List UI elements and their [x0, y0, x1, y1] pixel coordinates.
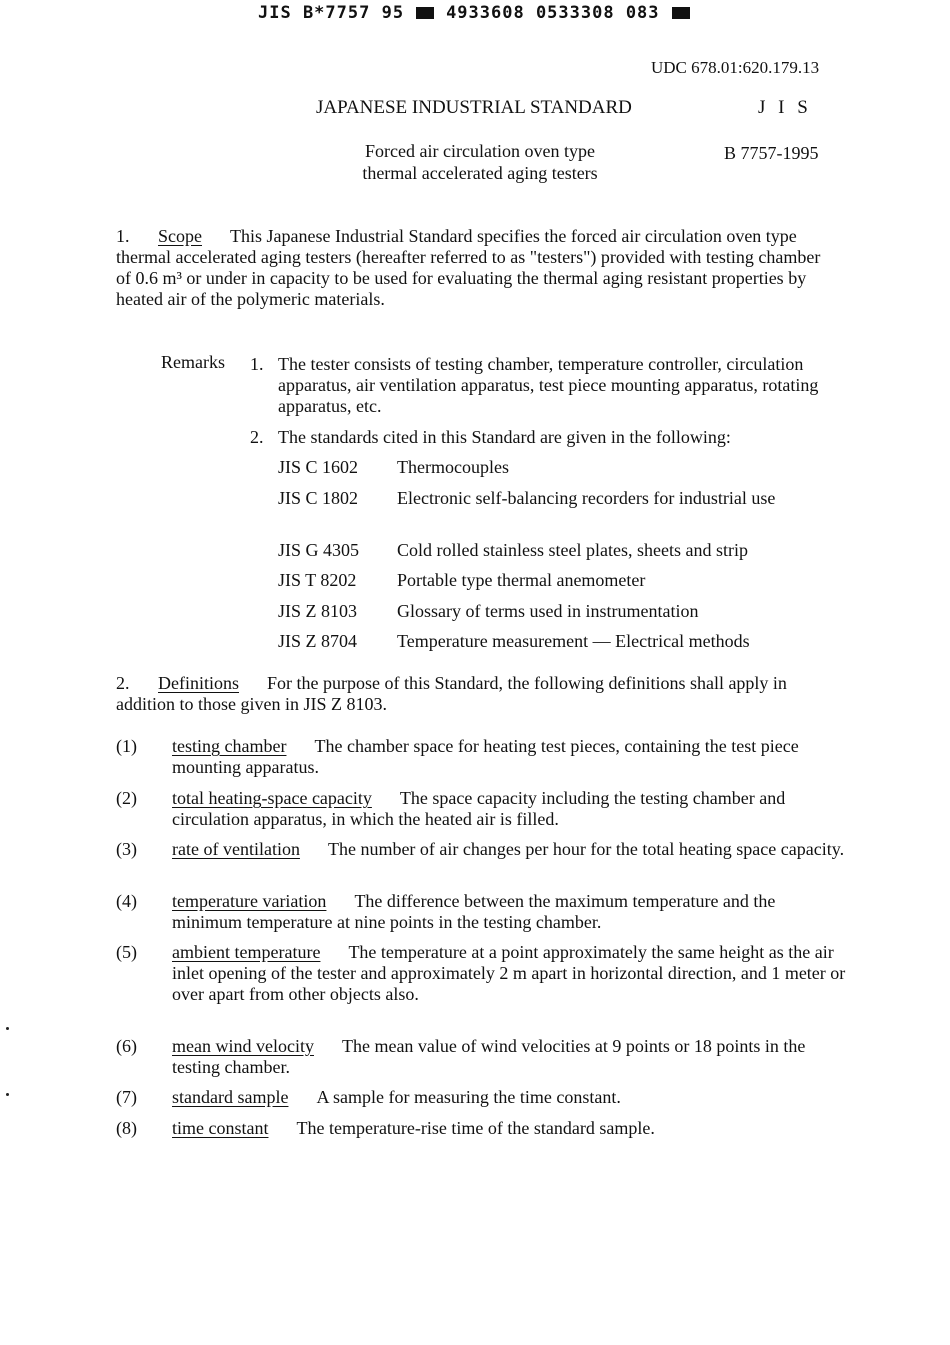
reference-row: [278, 457, 848, 478]
reference-title: Thermocouples: [397, 457, 509, 477]
reference-title: Glossary of terms used in instrumentation: [397, 601, 699, 621]
definition-item: [116, 1036, 846, 1078]
barcode-header: [258, 3, 690, 23]
reference-code: JIS C 1802: [278, 488, 359, 508]
definition-number: (3): [116, 839, 137, 859]
definition-term: mean wind velocity: [172, 1036, 314, 1056]
reference-row: [278, 540, 848, 561]
definition-term: temperature variation: [172, 891, 327, 911]
remark-item: [250, 427, 850, 448]
section-number: 1.: [116, 226, 130, 246]
definition-item: [116, 1087, 846, 1108]
jis-mark: J I S: [758, 97, 812, 118]
section-heading: Scope: [158, 226, 202, 246]
reference-code: JIS Z 8103: [278, 601, 358, 621]
document-title-line: Forced air circulation oven type: [365, 141, 595, 161]
definition-number: (2): [116, 788, 137, 808]
definitions-section: [116, 673, 836, 715]
scan-speck: [6, 1093, 9, 1096]
definition-item: [116, 788, 846, 830]
reference-code: JIS Z 8704: [278, 631, 358, 651]
reference-title: Electronic self-balancing recorders for industrial use: [397, 488, 776, 508]
reference-row: [278, 570, 848, 591]
definition-text: The temperature at a point approximately the same height as the air inlet opening of the tester and approximately 2 m apart in horizontal direction, and 1 meter or over apart from other objects also.: [172, 942, 846, 1004]
definition-term: total heating-space capacity: [172, 788, 372, 808]
definition-text: The space capacity including the testing chamber and circulation apparatus, in which the heated air is filled.: [172, 788, 786, 829]
definition-text: A sample for measuring the time constant.: [316, 1087, 621, 1107]
reference-code: JIS C 1602: [278, 457, 359, 477]
reference-code: JIS G 4305: [278, 540, 360, 560]
definition-number: (4): [116, 891, 137, 911]
definition-text: The number of air changes per hour for the total heating space capacity.: [327, 839, 845, 859]
definition-item: [116, 736, 846, 778]
barcode-block: [416, 7, 434, 19]
definition-item: [116, 942, 846, 1005]
reference-code: JIS T 8202: [278, 570, 357, 590]
definition-number: (7): [116, 1087, 137, 1107]
definition-number: (5): [116, 942, 137, 962]
definition-number: (8): [116, 1118, 137, 1138]
definition-term: standard sample: [172, 1087, 289, 1107]
definition-number: (6): [116, 1036, 137, 1056]
barcode-text-1: JIS B*7757 95: [258, 3, 405, 23]
definition-number: (1): [116, 736, 137, 756]
definition-item: [116, 891, 846, 933]
document-number: B 7757-1995: [724, 143, 819, 163]
remark-number: 2.: [250, 427, 264, 447]
definition-text: The difference between the maximum temperature and the minimum temperature at nine points in the testing chamber.: [172, 891, 776, 932]
definition-item: [116, 839, 846, 860]
udc-number: UDC 678.01:620.179.13: [651, 58, 820, 77]
barcode-text-2: 4933608 0533308 083: [446, 3, 660, 23]
scope-text: This Japanese Industrial Standard specifies the forced air circulation oven type thermal accelerated aging testers (hereafter referred to as "testers") provided with testing chamber of 0.6 m³ or under in capacity to be used for evaluating the thermal aging resistant properties by heated air of the polymeric materials.: [116, 226, 821, 309]
definition-text: The temperature-rise time of the standard sample.: [296, 1118, 655, 1138]
remark-text: The tester consists of testing chamber, temperature controller, circulation apparatus, air ventilation apparatus, test piece mounting apparatus, rotating apparatus, etc.: [278, 354, 819, 416]
section-heading: Definitions: [158, 673, 239, 693]
remark-text: The standards cited in this Standard are given in the following:: [278, 427, 731, 447]
reference-row: [278, 631, 848, 652]
definition-term: ambient temperature: [172, 942, 321, 962]
reference-title: Portable type thermal anemometer: [397, 570, 646, 590]
remarks-label: Remarks: [161, 352, 225, 372]
section-number: 2.: [116, 673, 130, 693]
definitions-text: For the purpose of this Standard, the following definitions shall apply in addition to those given in JIS Z 8103.: [116, 673, 787, 714]
barcode-block: [672, 7, 690, 19]
definition-item: [116, 1118, 846, 1139]
definition-term: testing chamber: [172, 736, 287, 756]
reference-row: [278, 488, 848, 509]
reference-title: Cold rolled stainless steel plates, sheets and strip: [397, 540, 748, 560]
reference-row: [278, 601, 848, 622]
reference-title: Temperature measurement — Electrical methods: [397, 631, 750, 651]
document-title-line: thermal accelerated aging testers: [362, 163, 598, 183]
scan-speck: [6, 1027, 9, 1030]
definition-term: rate of ventilation: [172, 839, 300, 859]
scope-section: [116, 226, 836, 310]
document-title: [310, 140, 650, 184]
standard-title: JAPANESE INDUSTRIAL STANDARD: [316, 97, 632, 118]
remark-item: [250, 354, 850, 417]
definition-text: The mean value of wind velocities at 9 points or 18 points in the testing chamber.: [172, 1036, 806, 1077]
definition-text: The chamber space for heating test pieces, containing the test piece mounting apparatus.: [172, 736, 799, 777]
remark-number: 1.: [250, 354, 264, 374]
definition-term: time constant: [172, 1118, 269, 1138]
